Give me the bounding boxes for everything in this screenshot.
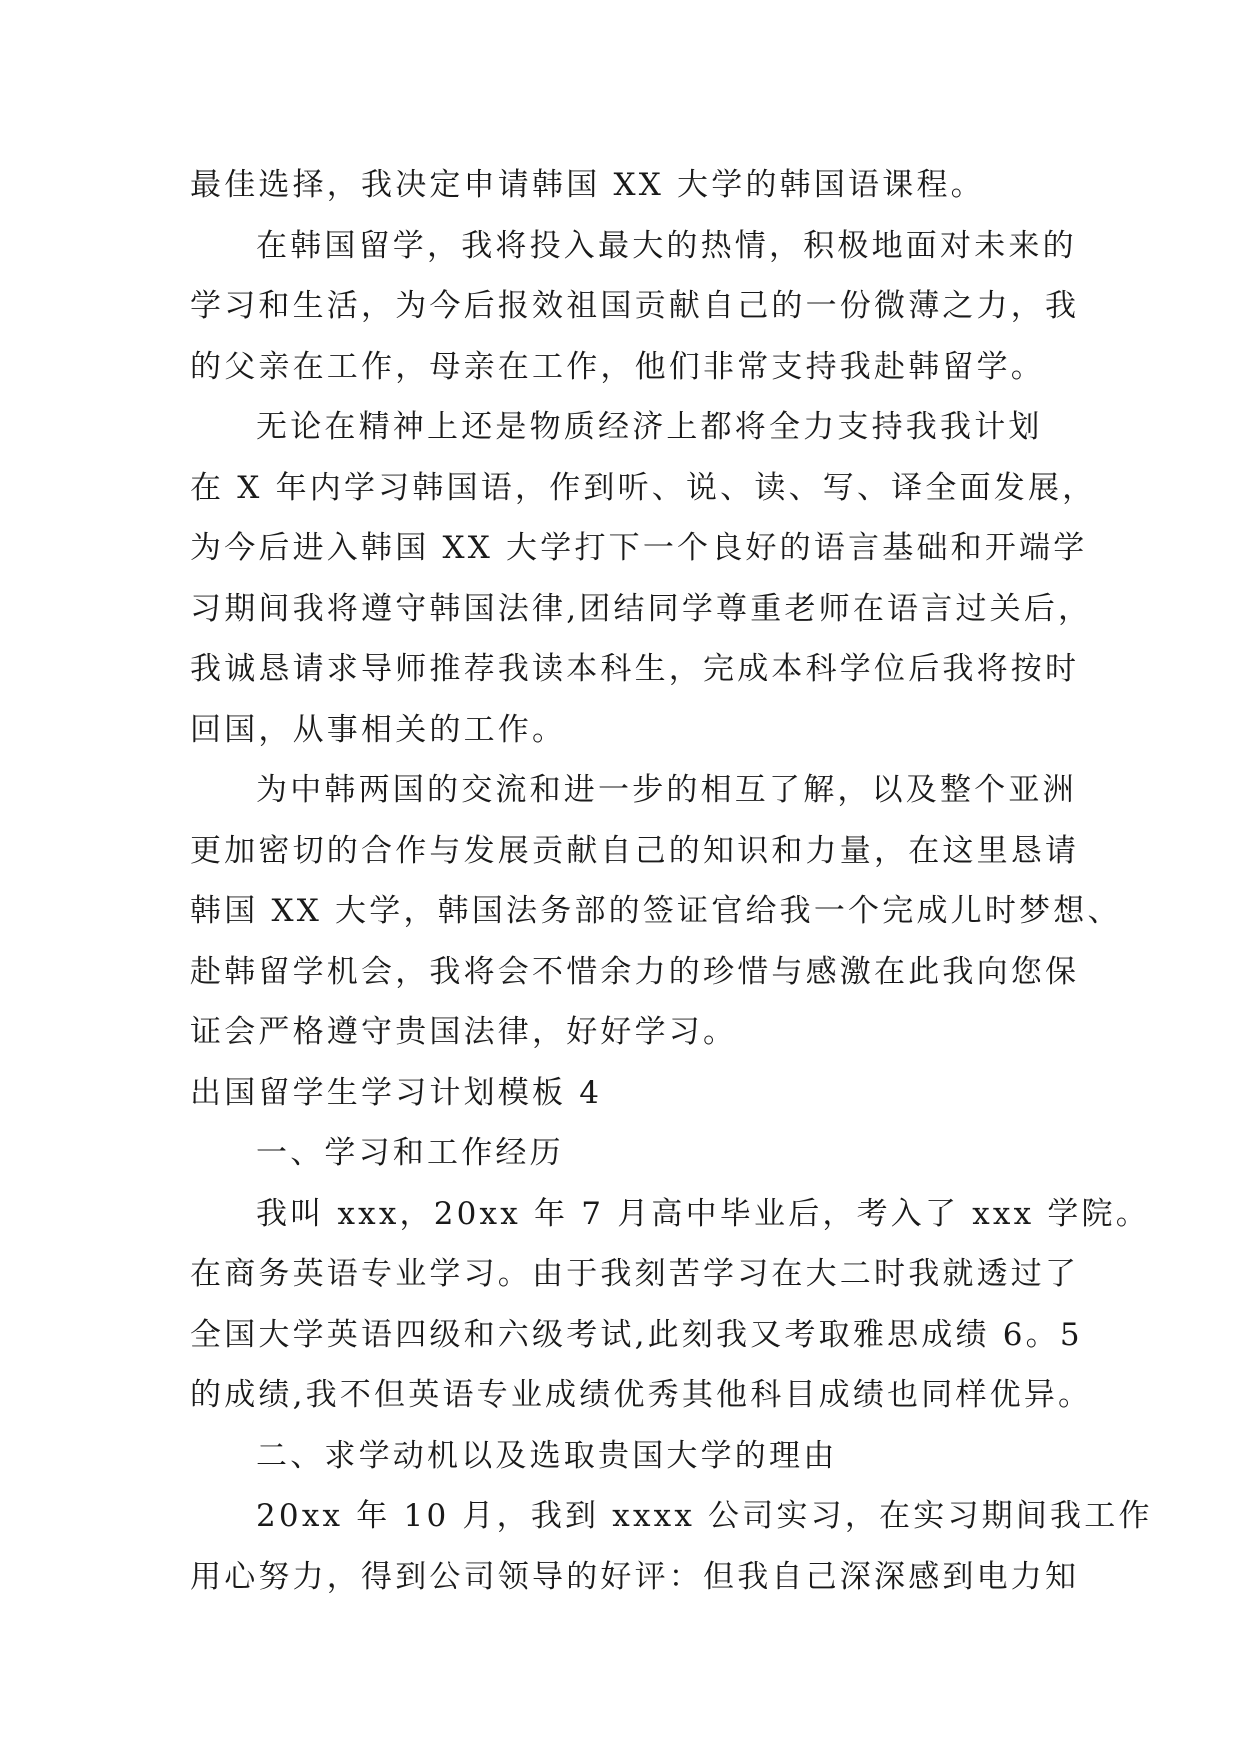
- text-line: 无论在精神上还是物质经济上都将全力支持我我计划: [256, 409, 1043, 445]
- subsection-heading: 二、求学动机以及选取贵国大学的理由: [256, 1437, 838, 1474]
- text-line: 更加密切的合作与发展贡献自己的知识和力量，在这里恳请: [190, 832, 1080, 869]
- text-line: 在商务英语专业学习。由于我刻苦学习在大二时我就透过了: [190, 1256, 1080, 1292]
- section-heading: 出国留学生学习计划模板 4: [190, 1074, 603, 1111]
- text-line: 证会严格遵守贵国法律，好好学习。: [190, 1014, 738, 1050]
- text-line: 回国，从事相关的工作。: [190, 711, 567, 748]
- text-line: 的成绩,我不但英语专业成绩优秀其他科目成绩也同样优异。: [190, 1377, 1093, 1413]
- text-line: 在 X 年内学习韩国语，作到听、说、读、写、译全面发展，: [190, 469, 1097, 506]
- text-line: 赴韩留学机会，我将会不惜余力的珍惜与感激在此我向您保: [190, 953, 1080, 990]
- document-body: [190, 155, 1153, 1607]
- text-line: 我叫 xxx，20xx 年 7 月高中毕业后，考入了 xxx 学院。: [256, 1195, 1150, 1232]
- text-line: 全国大学英语四级和六级考试,此刻我又考取雅思成绩 6。5: [190, 1316, 1083, 1353]
- text-line: 我诚恳请求导师推荐我读本科生，完成本科学位后我将按时: [190, 651, 1080, 687]
- subsection-heading: 一、学习和工作经历: [256, 1135, 564, 1171]
- text-line: 为中韩两国的交流和进一步的相互了解，以及整个亚洲: [256, 772, 1077, 808]
- text-line: 的父亲在工作，母亲在工作，他们非常支持我赴韩留学。: [190, 348, 1045, 385]
- text-line: 学习和生活，为今后报效祖国贡献自己的一份微薄之力，我: [190, 288, 1080, 324]
- text-line: 为今后进入韩国 XX 大学打下一个良好的语言基础和开端学: [190, 530, 1088, 566]
- text-line: 韩国 XX 大学，韩国法务部的签证官给我一个完成儿时梦想、: [190, 893, 1122, 929]
- text-line: 20xx 年 10 月，我到 xxxx 公司实习，在实习期间我工作: [256, 1498, 1153, 1534]
- text-line: 用心努力，得到公司领导的好评：但我自己深深感到电力知: [190, 1558, 1080, 1595]
- text-line: 在韩国留学，我将投入最大的热情，积极地面对未来的: [256, 227, 1077, 264]
- text-line: 习期间我将遵守韩国法律,团结同学尊重老师在语言过关后，: [190, 590, 1093, 627]
- text-line: 最佳选择，我决定申请韩国 XX 大学的韩国语课程。: [190, 167, 985, 203]
